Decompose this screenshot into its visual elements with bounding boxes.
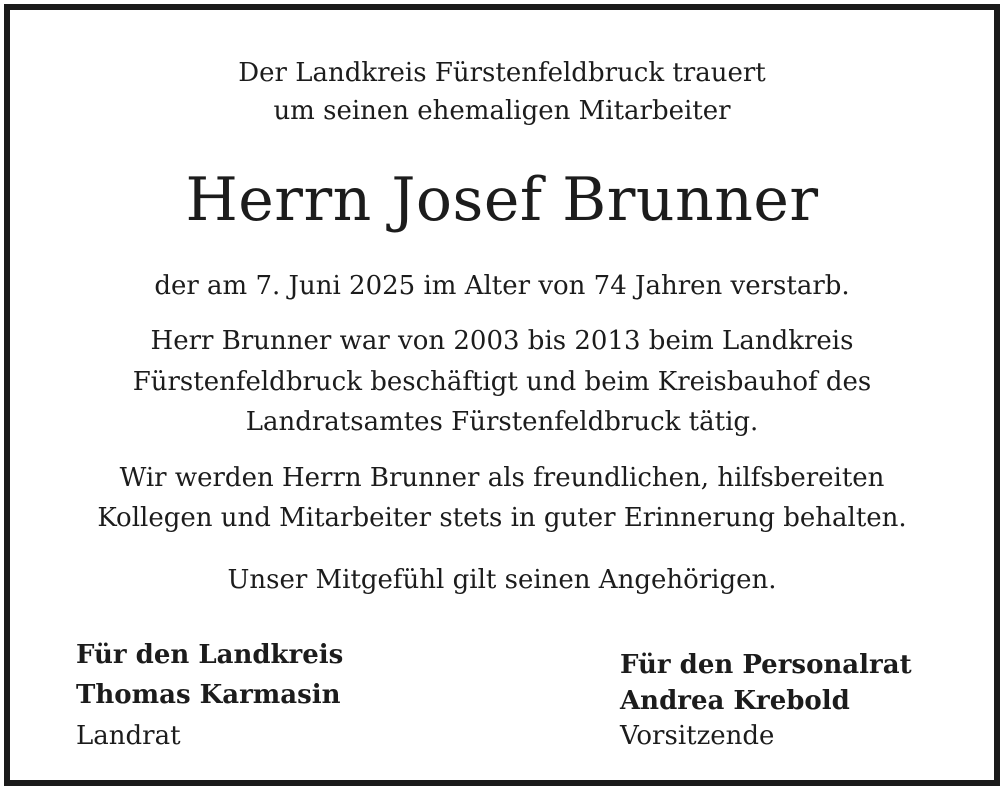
condolence-line: Unser Mitgefühl gilt seinen Angehörigen.	[227, 565, 777, 595]
employment-line-1: Herr Brunner war von 2003 bis 2013 beim Landkreis	[150, 326, 854, 356]
signature-left-person: Thomas Karmasin	[76, 680, 341, 710]
death-date-line: der am 7. Juni 2025 im Alter von 74 Jahren verstarb.	[154, 271, 850, 301]
obituary-notice	[4, 4, 1000, 786]
signature-right-role: Vorsitzende	[620, 721, 775, 751]
employment-line-3: Landratsamtes Fürstenfeldbruck tätig.	[245, 407, 759, 437]
remembrance-line-1: Wir werden Herrn Brunner als freundlichen, hilfsbereiten	[119, 463, 885, 493]
signature-right-org: Für den Personalrat	[620, 650, 912, 680]
intro-line-2: um seinen ehemaligen Mitarbeiter	[273, 96, 731, 126]
signature-left-org: Für den Landkreis	[76, 640, 344, 670]
employment-line-2: Fürstenfeldbruck beschäftigt und beim Kreisbauhof des	[132, 367, 872, 397]
signature-left-role: Landrat	[76, 721, 181, 751]
remembrance-line-2: Kollegen und Mitarbeiter stets in guter Erinnerung behalten.	[97, 503, 907, 533]
intro-line-1: Der Landkreis Fürstenfeldbruck trauert	[238, 58, 766, 88]
signature-right-person: Andrea Krebold	[620, 686, 850, 716]
deceased-name: Herrn Josef Brunner	[185, 165, 819, 235]
